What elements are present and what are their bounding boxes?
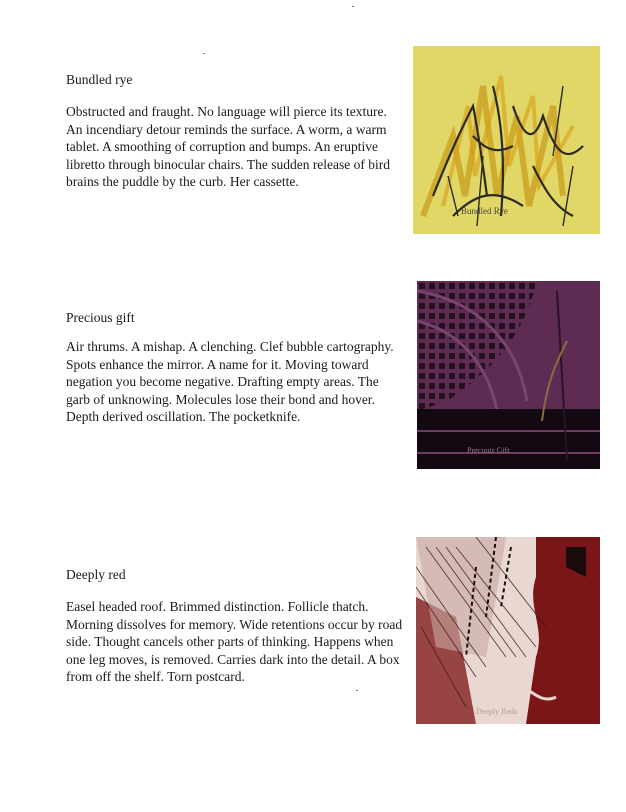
entry-text: Easel headed roof. Brimmed distinction. Follicle thatch. Morning dissolves for memory. Wide retentions occur by road side. Thought cancels other parts of thinking. Happens when one leg moves, is removed. Carries dark into the detail. A box from off the shelf. Torn postcard. [66, 599, 403, 685]
artwork-caption: Precious Gift [467, 446, 510, 455]
entry-title: Precious gift [66, 310, 135, 325]
entry-text: Obstructed and fraught. No language will pierce its texture. An incendiary detour reminds the surface. A worm, a warm tablet. A smoothing of corruption and bumps. An eruptive libretto through binocular chairs. The sudden release of bird brains the puddle by the curb. Her cassette. [66, 104, 391, 190]
entry-title: Deeply red [66, 567, 126, 582]
entry-text: Air thrums. A mishap. A clenching. Clef bubble cartography. Spots enhance the mirror. A name for it. Moving toward negation you become negative. Drafting empty areas. The garb of unknowing. Molecules lose their bond and hover. Depth derived oscillation. The pocketknife. [66, 339, 394, 425]
entry-title: Bundled rye [66, 72, 133, 87]
scan-speck [356, 690, 358, 691]
scan-speck [203, 53, 205, 54]
scan-speck [352, 6, 354, 7]
artwork-deeply-red [416, 537, 600, 724]
artwork-precious-gift [417, 281, 600, 469]
artwork-bundled-rye [413, 46, 600, 234]
artwork-caption: Deeply Reds [476, 707, 518, 716]
artwork-caption: Bundled Rye [461, 206, 508, 216]
